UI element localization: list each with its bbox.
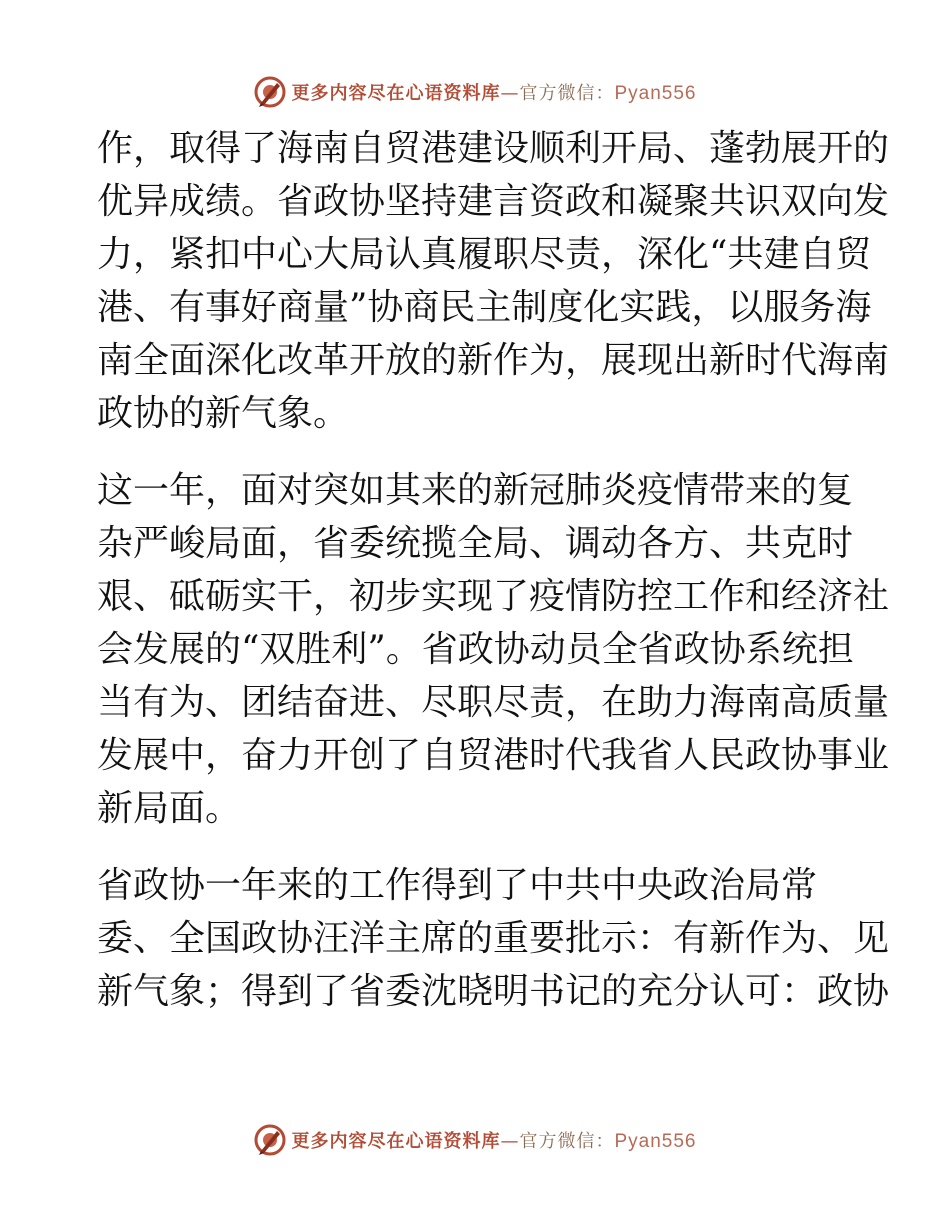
text-line: 会发展的“双胜利”。省政协动员全省政协系统担 <box>97 629 854 670</box>
text-line: 艰、砥砺实干，初步实现了疫情防控工作和经济社 <box>97 576 890 617</box>
text-line: 政协的新气象。 <box>97 393 350 434</box>
text-line: 杂严峻局面，省委统揽全局、调动各方、共克时 <box>97 523 854 564</box>
paragraph-2 <box>97 464 890 835</box>
text-line: 省政协一年来的工作得到了中共中央政治局常 <box>97 865 818 906</box>
pen-logo-icon <box>253 75 287 109</box>
text-line: 南全面深化改革开放的新作为，展现出新时代海南 <box>97 340 890 381</box>
banner-title: 更多内容尽在心语资料库 <box>291 83 501 104</box>
text-line: 当有为、团结奋进、尽职尽责，在助力海南高质量 <box>97 682 890 723</box>
banner-wechat-id: Pyan556 <box>614 83 697 104</box>
banner-title: 更多内容尽在心语资料库 <box>291 1131 501 1152</box>
text-line: 委、全国政协汪洋主席的重要批示：有新作为、见 <box>97 918 890 959</box>
banner-wechat-id: Pyan556 <box>614 1131 697 1152</box>
banner-wechat-label: 官方微信： <box>519 83 615 104</box>
paragraph-3 <box>97 859 890 1018</box>
pen-logo-icon <box>253 1123 287 1157</box>
text-line: 港、有事好商量”协商民主制度化实践，以服务海 <box>97 287 872 328</box>
banner-dash: — <box>500 1131 520 1152</box>
footer-banner <box>0 1120 950 1160</box>
text-line: 新局面。 <box>97 788 242 829</box>
header-banner <box>0 72 950 112</box>
text-line: 这一年，面对突如其来的新冠肺炎疫情带来的复 <box>97 470 854 511</box>
banner-dash: — <box>500 83 520 104</box>
text-line: 作，取得了海南自贸港建设顺利开局、蓬勃展开的 <box>97 128 890 169</box>
text-line: 新气象；得到了省委沈晓明书记的充分认可：政协 <box>97 971 890 1012</box>
paragraph-1 <box>97 122 890 440</box>
text-line: 优异成绩。省政协坚持建言资政和凝聚共识双向发 <box>97 181 890 222</box>
text-line: 发展中，奋力开创了自贸港时代我省人民政协事业 <box>97 735 890 776</box>
document-body <box>97 122 890 1018</box>
banner-wechat-label: 官方微信： <box>519 1131 615 1152</box>
text-line: 力，紧扣中心大局认真履职尽责，深化“共建自贸 <box>97 234 872 275</box>
